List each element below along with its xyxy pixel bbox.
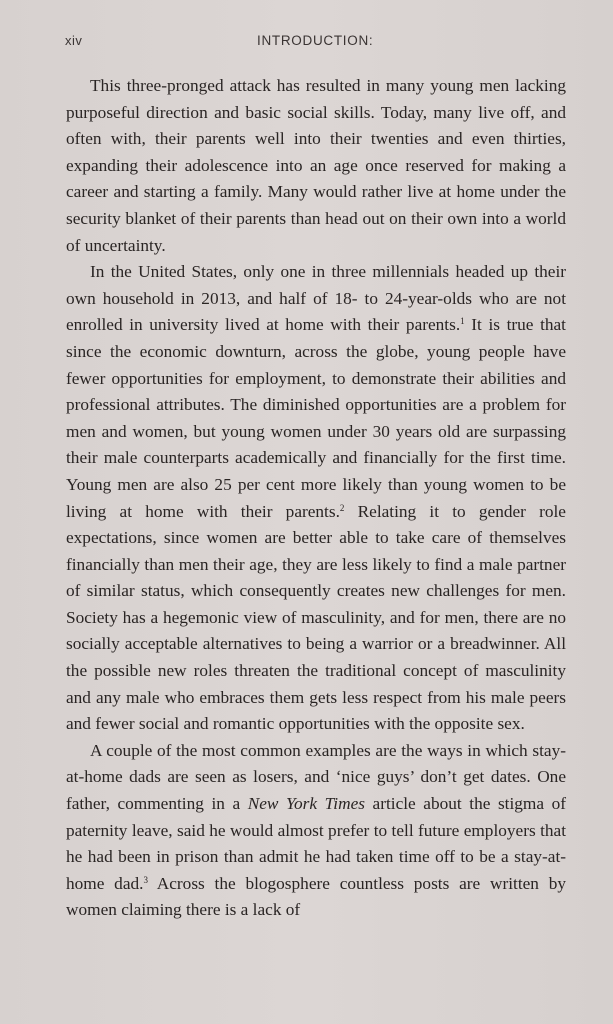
- text-segment: This three-pronged attack has resulted in many young men lacking purposeful direction and basic social skills. Today, many live off, and often with, their parents well into their twenties and even thirties, expanding their adolescence into an age once reserved for making a career and starting a family. Many would rather live at home under the security blanket of their parents than head out on their own into a world of uncertainty.: [66, 76, 566, 255]
- text-segment: It is true that since the economic downturn, across the globe, young people have fewer opportunities for employment, to demonstrate their abilities and professional attributes. The diminished opportunities are a problem for men and women, but young women under 30 years old are surpassing their male counterparts academically and financially for the first time. Young men are also 25 per cent more likely than young women to be living at home with their parents.: [66, 315, 566, 521]
- paragraph: [66, 259, 566, 738]
- page-number: xiv: [65, 33, 83, 48]
- text-segment: A couple of the most common examples are the ways in which stay-at-home dads are seen as losers, and ‘nice guys’ don’t get dates. One father, commenting in a: [66, 740, 566, 814]
- body-text: [66, 73, 566, 924]
- page-header: [0, 30, 613, 54]
- publication-title: New York Times: [247, 794, 365, 814]
- text-segment: Across the blogosphere countless posts are written by women claiming there is a lack of: [66, 873, 566, 920]
- running-head: INTRODUCTION:: [257, 33, 374, 48]
- text-segment: Relating it to gender role expectations, since women are better able to take care of themselves financially than men their age, they are less likely to find a male partner of similar status, which consequently creates new challenges for men. Society has a hegemonic view of masculinity, and for men, there are no socially acceptable alternatives to being a warrior or a breadwinner. All the possible new roles threaten the traditional concept of masculinity and any male who embraces them gets less respect from his male peers and fewer social and romantic opportunities with the opposite sex.: [66, 501, 566, 734]
- paragraph: [66, 738, 566, 924]
- paragraph: [66, 73, 566, 259]
- text-segment: In the United States, only one in three millennials headed up their own household in 2013, and half of 18- to 24-year-olds who are not enrolled in university lived at home with their parents.: [66, 262, 566, 335]
- text-segment: article about the stigma of paternity leave, said he would almost prefer to tell future employers that he had been in prison than admit he had taken time off to be a stay-at-home dad.: [66, 794, 566, 893]
- footnote-marker: 2: [339, 502, 345, 513]
- footnote-marker: 1: [460, 316, 465, 327]
- footnote-marker: 3: [143, 874, 148, 885]
